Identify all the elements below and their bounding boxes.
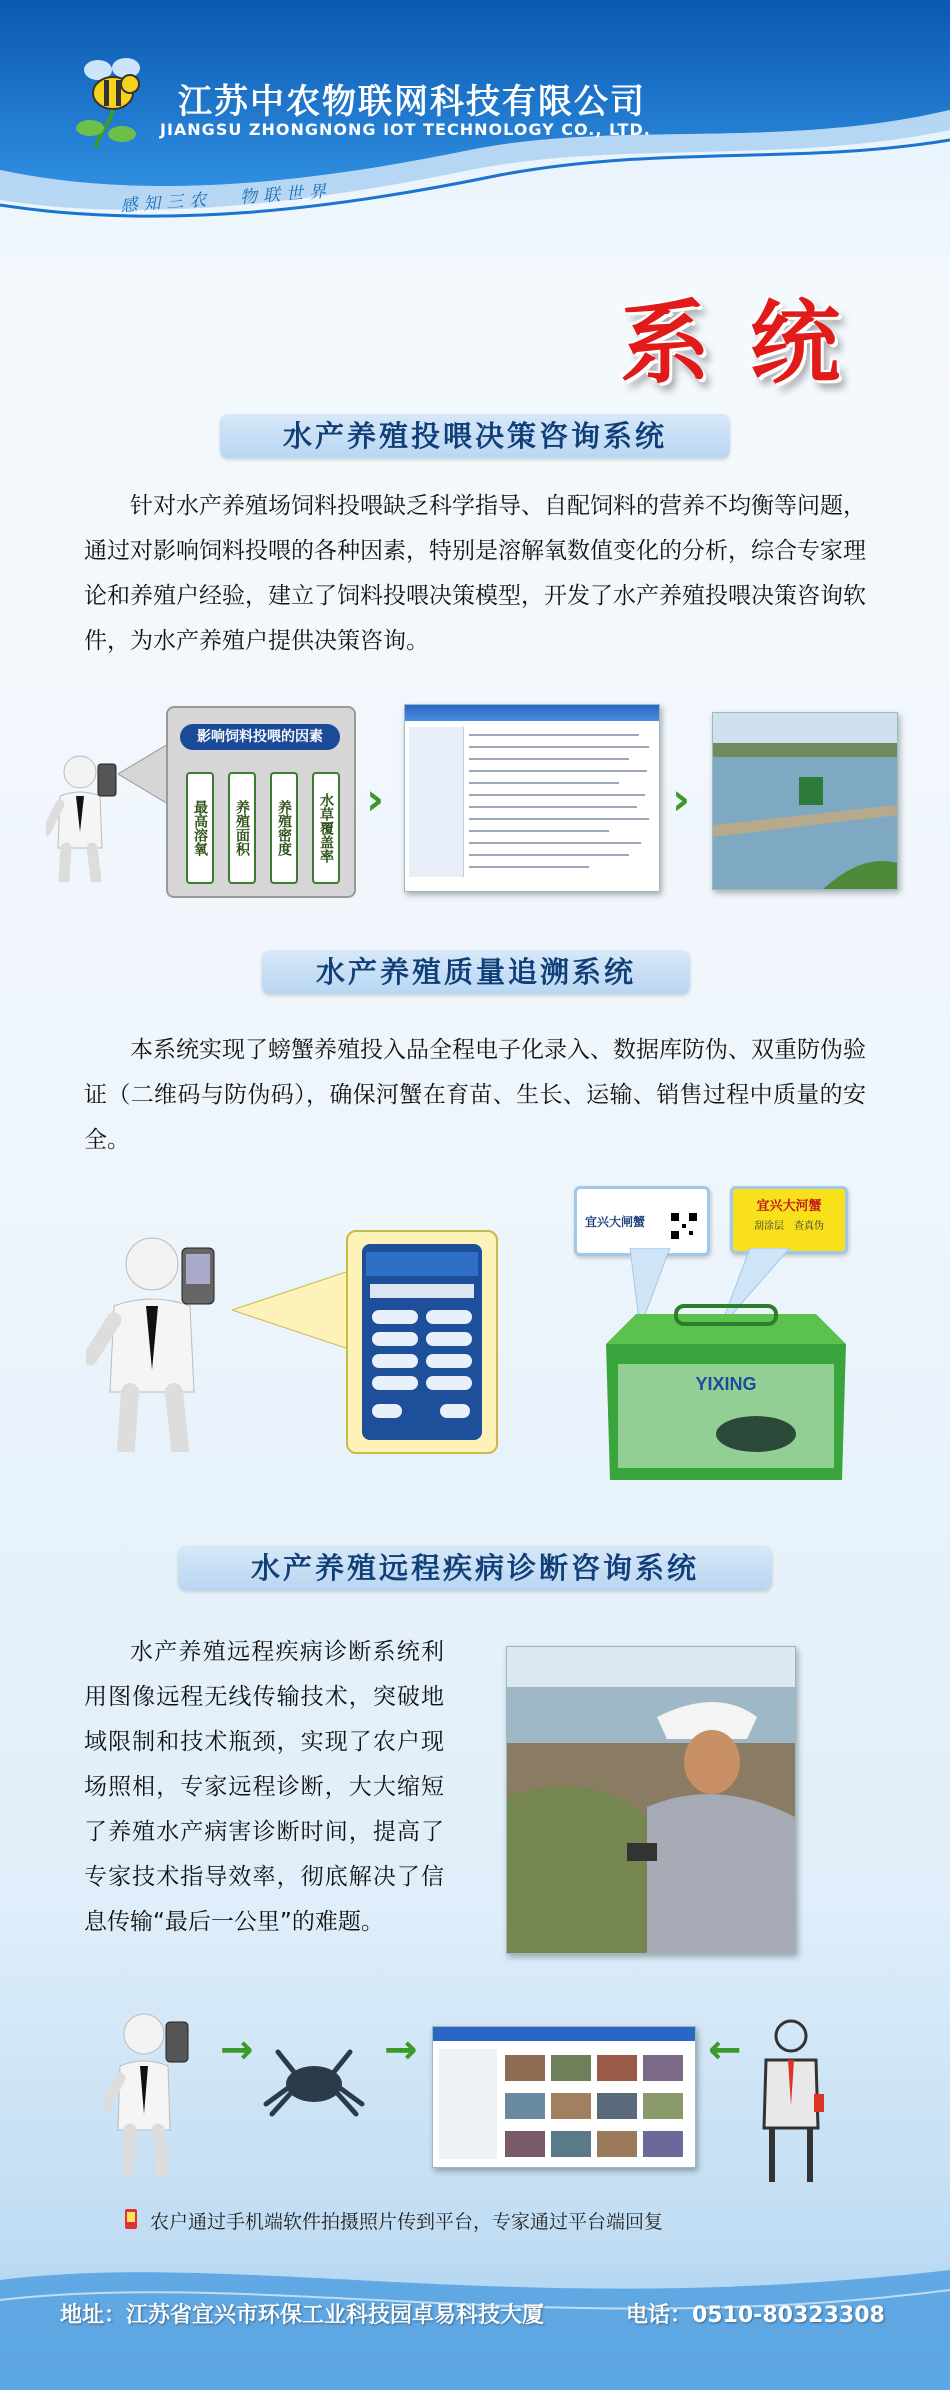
slogan-part-2: 物联世界 bbox=[239, 181, 333, 208]
person-with-phone-icon bbox=[46, 752, 126, 882]
callout-pointer bbox=[232, 1270, 352, 1350]
crab-icon bbox=[258, 2044, 370, 2118]
platform-sidebar bbox=[439, 2049, 497, 2159]
software-screenshot bbox=[404, 704, 660, 892]
factor-item: 养殖面积 bbox=[228, 772, 256, 884]
factor-item: 水草覆盖率 bbox=[312, 772, 340, 884]
section-1-text: 针对水产养殖场饲料投喂缺乏科学指导、自配饲料的营养不均衡等问题，通过对影响饲料投喂的各种因素，特别是溶解氧数值变化的分析，综合专家理论和养殖户经验，建立了饲料投喂决策模型，开发了水产养殖投喂决策咨询软件，为水产养殖户提供决策咨询。 bbox=[84, 493, 866, 654]
section-1-title: 水产养殖投喂决策咨询系统 bbox=[220, 414, 730, 458]
screenshot-titlebar bbox=[405, 705, 659, 721]
slogan-part-1: 感知三农 bbox=[119, 189, 213, 217]
footer-phone: 电话：0510-80323308 bbox=[626, 2303, 885, 2328]
arrow-right-icon: › bbox=[672, 774, 691, 825]
traceability-label bbox=[574, 1186, 710, 1256]
arrow-right-icon: → bbox=[220, 2027, 254, 2073]
phone-callout bbox=[346, 1230, 498, 1454]
header bbox=[0, 0, 950, 260]
section-3-title: 水产养殖远程疾病诊断咨询系统 bbox=[178, 1546, 772, 1590]
label-1-text: 宜兴大闸蟹 bbox=[585, 1215, 646, 1229]
platform-screenshot bbox=[432, 2026, 696, 2168]
bee-logo bbox=[68, 48, 158, 158]
section-3-text: 水产养殖远程疾病诊断系统利用图像远程无线传输技术，突破地域限制和技术瓶颈，实现了农户现场照相，专家远程诊断，大大缩短了养殖水产病害诊断时间，提高了专家技术指导效率，彻底解决了信息传输“最后一公里”的难题。 bbox=[84, 1639, 444, 1935]
anti-fake-label bbox=[730, 1186, 848, 1254]
section-2-body bbox=[84, 1028, 866, 1163]
factor-item: 最高溶氧 bbox=[186, 772, 214, 884]
screenshot-text-lines bbox=[469, 729, 653, 881]
company-name-en: JIANGSU ZHONGNONG IOT TECHNOLOGY CO., LTD. bbox=[160, 120, 651, 139]
arrow-right-icon: → bbox=[384, 2027, 418, 2073]
company-name-cn: 江苏中农物联网科技有限公司 bbox=[178, 82, 646, 122]
footer-address: 地址：江苏省宜兴市环保工业科技园卓易科技大厦 bbox=[60, 2303, 545, 2328]
page-title: 系统 bbox=[620, 290, 880, 396]
section-2-title: 水产养殖质量追溯系统 bbox=[262, 950, 690, 994]
section-1-body bbox=[84, 484, 866, 664]
factor-diagram bbox=[166, 706, 356, 898]
platform-titlebar bbox=[433, 2027, 695, 2041]
screenshot-sidebar bbox=[409, 727, 464, 877]
callout-pointer bbox=[118, 744, 168, 804]
box-brand-text: YIXING bbox=[695, 1374, 757, 1394]
factor-item: 养殖密度 bbox=[270, 772, 298, 884]
farmer-photo bbox=[506, 1646, 796, 1954]
flow-caption: 农户通过手机端软件拍摄照片传到平台，专家通过平台端回复 bbox=[150, 2211, 664, 2233]
fish-pond-photo bbox=[712, 712, 898, 890]
phone-small-icon bbox=[120, 2208, 142, 2230]
label-2-text: 宜兴大河蟹 bbox=[756, 1199, 822, 1214]
expert-icon bbox=[754, 2016, 828, 2186]
arrow-left-icon: ← bbox=[708, 2027, 742, 2073]
platform-thumbnails bbox=[505, 2051, 689, 2161]
factor-title: 影响饲料投喂的因素 bbox=[180, 724, 340, 750]
arrow-right-icon: › bbox=[366, 774, 385, 825]
section-3-body bbox=[84, 1630, 444, 1945]
label-2-sub: 刮涂层 查真伪 bbox=[754, 1221, 824, 1232]
person-with-phone-icon bbox=[86, 1230, 236, 1452]
qr-code-icon bbox=[669, 1211, 699, 1241]
mobile-app-screenshot bbox=[362, 1244, 482, 1440]
section-2-text: 本系统实现了螃蟹养殖投入品全程电子化录入、数据库防伪、双重防伪验证（二维码与防伪码），确保河蟹在育苗、生长、运输、销售过程中质量的安全。 bbox=[84, 1037, 866, 1153]
crab-gift-box bbox=[606, 1304, 846, 1480]
person-with-phone-icon bbox=[104, 2010, 200, 2176]
